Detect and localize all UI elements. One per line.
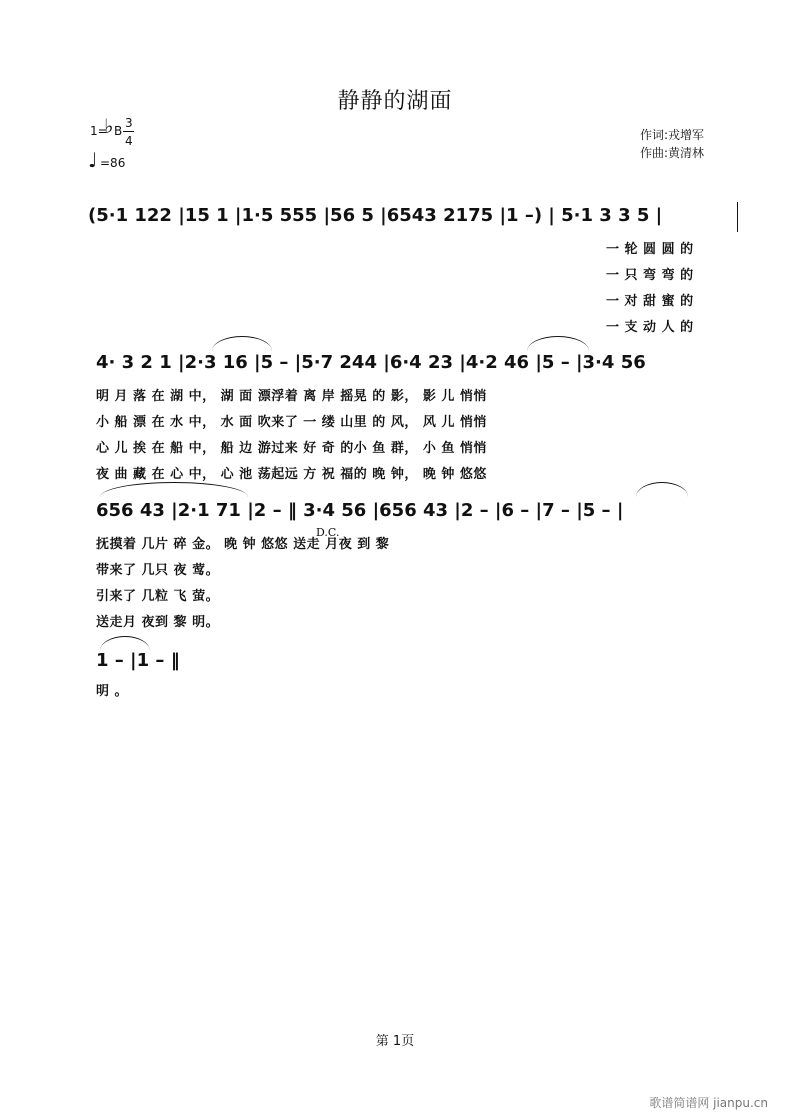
slur <box>636 482 688 497</box>
song-title: 静静的湖面 <box>337 89 453 114</box>
verse-1-line-1: 一 轮 圆 圆 的 <box>606 242 694 257</box>
slur <box>100 636 150 651</box>
time-signature-top: 3 <box>125 116 133 130</box>
watermark: 歌谱简谱网 jianpu.cn <box>649 1096 768 1110</box>
final-lyric: 明 。 <box>96 684 129 699</box>
key-note: B <box>114 124 123 138</box>
time-signature-divider <box>123 131 134 132</box>
notes-row-4: 1 – |1 – ‖ <box>96 650 180 671</box>
verse-3-line-3: 引来了 几粒 飞 萤。 <box>96 589 220 604</box>
verse-4-line-3: 送走月 夜到 黎 明。 <box>96 615 220 630</box>
page-number: 第 1页 <box>375 1034 415 1049</box>
tempo-value: =86 <box>100 156 126 170</box>
notes-row-2: 4· 3 2 1 |2·3 16 |5 – |5·7 244 |6·4 23 |4·2 46 |5 – |3·4 56 <box>96 352 646 373</box>
slur <box>527 336 589 351</box>
key-prefix: 1= <box>90 124 108 138</box>
verse-2-line-2: 小 船 漂 在 水 中， 水 面 吹来了 一 缕 山里 的 风， 风 儿 悄悄 <box>96 415 487 430</box>
notes-row-1: (5·1 122 |15 1 |1·5 555 |56 5 |6543 2175 |1 –) | 5·1 3 3 5 | <box>88 205 663 226</box>
verse-1-line-3: 抚摸着 几片 碎 金。 晚 钟 悠悠 送走 月夜 到 黎 <box>96 537 390 552</box>
verse-3-line-2: 心 儿 挨 在 船 中， 船 边 游过来 好 奇 的小 鱼 群， 小 鱼 悄悄 <box>96 441 487 456</box>
composer-credit: 作曲:黄清林 <box>640 146 705 160</box>
time-signature-bottom: 4 <box>125 134 133 148</box>
verse-3-line-1: 一 对 甜 蜜 的 <box>606 294 694 309</box>
barline <box>737 202 738 232</box>
verse-4-line-2: 夜 曲 藏 在 心 中， 心 池 荡起远 方 祝 福的 晚 钟， 晚 钟 悠悠 <box>96 467 487 482</box>
slur <box>100 482 248 497</box>
verse-4-line-1: 一 支 动 人 的 <box>606 320 694 335</box>
flat-sign: ♭ <box>104 114 114 138</box>
lyricist-credit: 作词:戎增军 <box>640 128 705 142</box>
notes-row-3: 656 43 |2·1 71 |2 – ‖ 3·4 56 |656 43 |2 – |6 – |7 – |5 – | <box>96 500 624 521</box>
quarter-note-icon: ♩ <box>88 148 98 172</box>
slur <box>212 336 272 351</box>
dc-marking: D.C. <box>316 526 340 539</box>
verse-2-line-3: 带来了 几只 夜 莺。 <box>96 563 220 578</box>
verse-2-line-1: 一 只 弯 弯 的 <box>606 268 694 283</box>
verse-1-line-2: 明 月 落 在 湖 中， 湖 面 漂浮着 离 岸 摇晃 的 影， 影 儿 悄悄 <box>96 389 487 404</box>
